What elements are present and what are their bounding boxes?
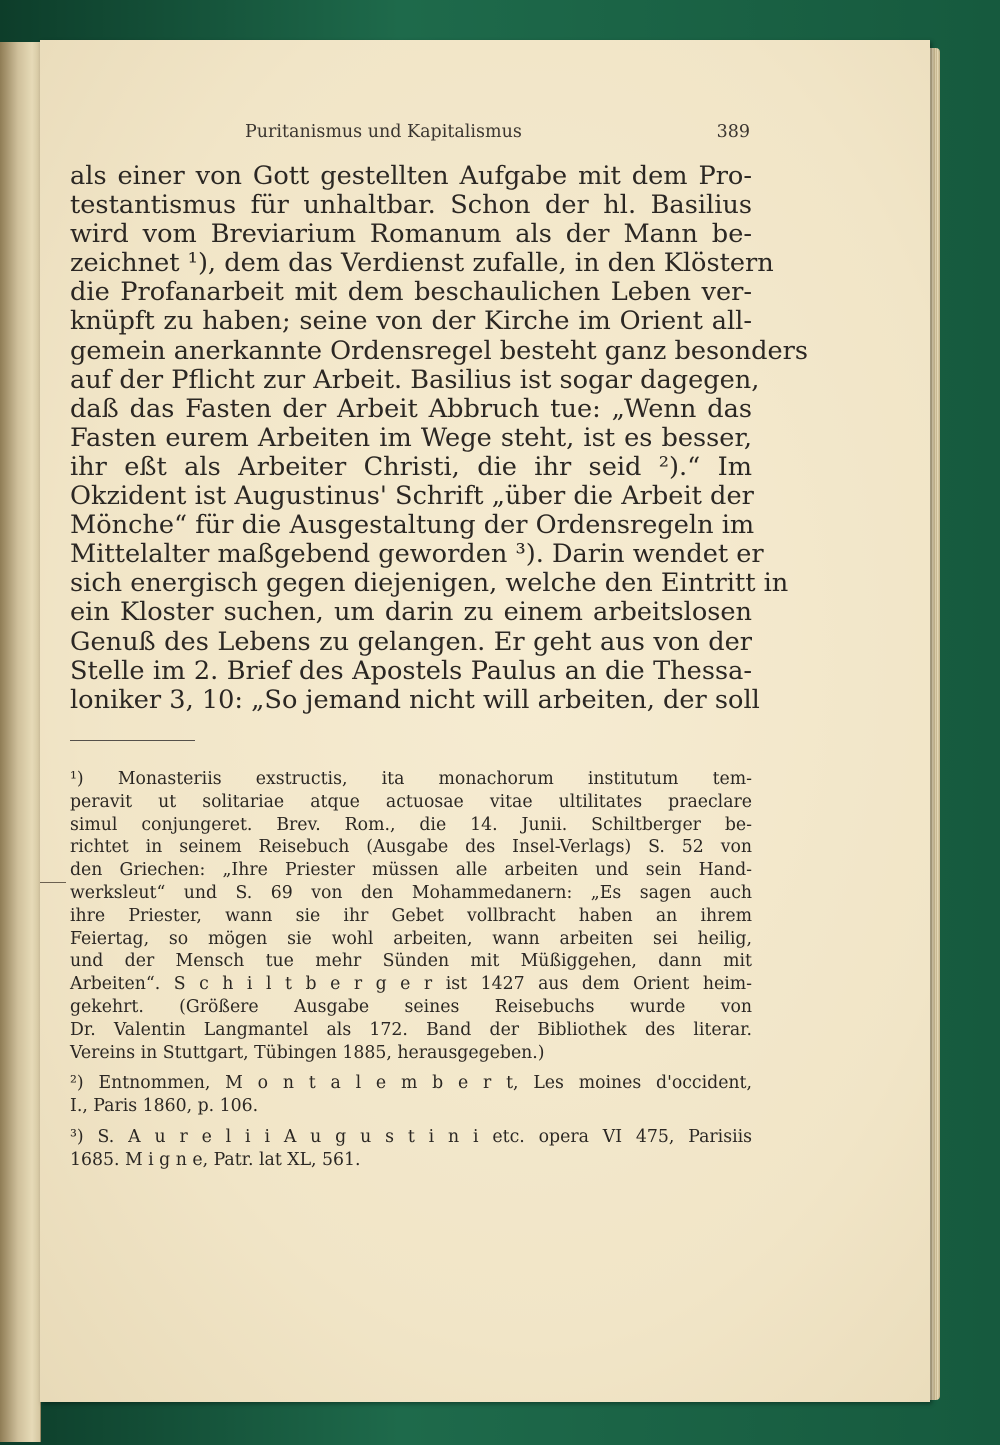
- footnote-line: ¹) Monasteriis exstructis, ita monachorum institutum tem-: [70, 769, 752, 789]
- footnote-line: werksleut“ und S. 69 von den Mohammedanern: „Es sagen auch: [70, 882, 752, 903]
- footnote-line: Dr. Valentin Langmantel als 172. Band der Bibliothek des literar.: [70, 1019, 752, 1040]
- footnote-line: simul conjungeret. Brev. Rom., die 14. Junii. Schiltberger be-: [70, 814, 752, 835]
- body-line: wird vom Breviarium Romanum als der Mann be-: [70, 219, 752, 250]
- body-text: [70, 161, 808, 715]
- footnote-line: Arbeiten“. S c h i l t b e r g e r ist 1427 aus dem Orient heim-: [70, 974, 752, 995]
- page-number: 389: [716, 122, 750, 142]
- body-line: Fasten eurem Arbeiten im Wege steht, ist es besser,: [70, 422, 752, 453]
- footnote-line: ³) S. A u r e l i i A u g u s t i n i etc. opera VI 475, Parisiis: [70, 1126, 752, 1147]
- body-line: Okzident ist Augustinus' Schrift „über die Arbeit der: [70, 481, 754, 512]
- body-line: knüpft zu haben; seine von der Kirche im Orient all-: [70, 306, 752, 337]
- footnote-1: [70, 768, 752, 1064]
- footnote-line: Feiertag, so mögen sie wohl arbeiten, wann arbeiten sei heilig,: [70, 928, 752, 949]
- body-line: ein Kloster suchen, um darin zu einem arbeitslosen: [70, 597, 752, 628]
- body-line: daß das Fasten der Arbeit Abbruch tue: „Wenn das: [70, 393, 752, 424]
- footnote-line: und der Mensch tue mehr Sünden mit Müßiggehen, dann mit: [70, 951, 752, 972]
- footnotes: [70, 768, 752, 1172]
- body-line: auf der Pflicht zur Arbeit. Basilius ist sogar dagegen,: [70, 364, 760, 395]
- footnote-2: [70, 1072, 752, 1118]
- footnote-line: ²) Entnommen, M o n t a l e m b e r t, Les moines d'occident,: [70, 1073, 752, 1094]
- footnote-line: gekehrt. (Größere Ausgabe seines Reisebuchs wurde von: [70, 996, 752, 1017]
- body-line: testantismus für unhaltbar. Schon der hl. Basilius: [70, 190, 752, 221]
- footnote-rule: [70, 740, 195, 741]
- running-title: Puritanismus und Kapitalismus: [245, 122, 522, 142]
- body-line: Mittelalter maßgebend geworden ³). Darin wendet er: [70, 539, 764, 570]
- body-line: zeichnet ¹), dem das Verdienst zufalle, in den Klöstern: [70, 248, 774, 279]
- body-line: sich energisch gegen diejenigen, welche den Eintritt in: [70, 568, 789, 599]
- body-line: gemein anerkannte Ordensregel besteht ganz besonders: [70, 335, 808, 366]
- body-line: Genuß des Lebens zu gelangen. Er geht aus von der: [70, 626, 752, 657]
- footnote-line: I., Paris 1860, p. 106.: [70, 1096, 259, 1117]
- footnote-line: 1685. M i g n e, Patr. lat XL, 561.: [70, 1149, 361, 1170]
- body-line: loniker 3, 10: „So jemand nicht will arbeiten, der soll: [70, 684, 760, 715]
- facing-page-edge: [0, 42, 41, 1442]
- body-line: ihr eßt als Arbeiter Christi, die ihr seid ²).“ Im: [70, 451, 752, 482]
- margin-mark: [40, 882, 66, 883]
- body-line: die Profanarbeit mit dem beschaulichen Leben ver-: [70, 277, 752, 308]
- body-line: als einer von Gott gestellten Aufgabe mit dem Pro-: [70, 161, 752, 191]
- footnote-line: ihre Priester, wann sie ihr Gebet vollbracht haben an ihrem: [70, 905, 752, 926]
- footnote-line: peravit ut solitariae atque actuosae vitae ultilitates praeclare: [70, 791, 752, 812]
- footnote-line: Vereins in Stuttgart, Tübingen 1885, herausgegeben.): [70, 1042, 545, 1063]
- footnote-3: [70, 1126, 752, 1172]
- running-head: [245, 122, 750, 148]
- footnote-line: den Griechen: „Ihre Priester müssen alle arbeiten und sein Hand-: [70, 860, 752, 881]
- body-line: Stelle im 2. Brief des Apostels Paulus an die Thessa-: [70, 655, 752, 686]
- footnote-line: richtet in seinem Reisebuch (Ausgabe des Insel-Verlags) S. 52 von: [70, 837, 752, 858]
- body-line: Mönche“ für die Ausgestaltung der Ordensregeln im: [70, 510, 755, 541]
